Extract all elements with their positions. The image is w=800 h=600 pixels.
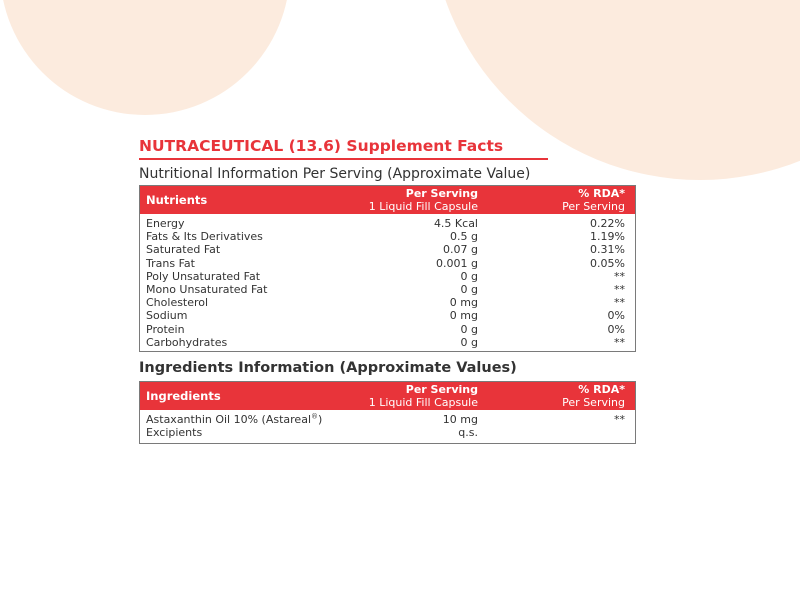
page-title: NUTRACEUTICAL (13.6) Supplement Facts	[139, 137, 548, 160]
nutrient-name: Sodium	[146, 309, 188, 323]
header-rda-unit: Per Serving	[562, 200, 625, 213]
ingredients-table	[139, 381, 636, 444]
nutrient-serving: 0 mg	[449, 309, 478, 323]
nutrient-serving: 0 g	[460, 322, 478, 336]
nutrient-name: Cholesterol	[146, 296, 209, 310]
table-row	[140, 296, 635, 309]
table-row	[140, 270, 635, 283]
header-rda-title: % RDA*	[578, 382, 625, 396]
header-per-serving-unit: 1 Liquid Fill Capsule	[368, 395, 478, 409]
table-row	[140, 283, 635, 296]
table-row	[140, 413, 635, 426]
ingredients-title: Ingredients Information (Approximate Values)	[139, 359, 517, 376]
nutrient-name: Energy	[146, 217, 185, 230]
header-per-serving	[306, 383, 478, 409]
header-per-serving	[306, 187, 478, 213]
nutrient-serving: 0 g	[460, 282, 478, 296]
nutrient-serving: 0.5 g	[450, 230, 478, 244]
nutrient-serving: 0.07 g	[443, 243, 478, 257]
ingredient-rda: **	[614, 412, 625, 426]
ingredient-name: Excipients	[146, 426, 203, 440]
ingredients-table-header	[140, 382, 635, 410]
header-nutrients: Nutrients	[146, 193, 208, 207]
nutrition-table	[139, 185, 636, 352]
nutrient-serving: 0.001 g	[436, 256, 478, 270]
table-row	[140, 426, 635, 439]
header-rda	[478, 187, 625, 213]
registered-mark: ®	[311, 412, 318, 421]
table-row	[140, 309, 635, 322]
nutrient-serving: 0 mg	[449, 296, 478, 310]
nutrient-serving: 0 g	[460, 335, 478, 349]
ingredient-serving: 10 mg	[442, 412, 478, 426]
nutrient-name: Protein	[146, 322, 185, 336]
header-rda	[478, 383, 625, 409]
nutrient-rda: 1.19%	[590, 230, 625, 244]
nutrient-serving: 0 g	[460, 269, 478, 283]
header-per-serving-unit: 1 Liquid Fill Capsule	[368, 200, 478, 213]
header-rda-title: % RDA*	[578, 187, 625, 200]
nutrient-rda: 0.22%	[590, 217, 625, 230]
nutrient-rda: 0.31%	[590, 243, 625, 257]
decorative-circle-left	[0, 0, 290, 115]
nutrition-table-body	[140, 214, 635, 351]
nutrient-rda: 0.05%	[590, 256, 625, 270]
nutrient-name: Fats & Its Derivatives	[146, 230, 263, 244]
nutrient-rda: **	[614, 335, 625, 349]
ingredients-table-body	[140, 410, 635, 443]
nutrition-subtitle: Nutritional Information Per Serving (Approximate Value)	[139, 166, 531, 182]
nutrient-serving: 4.5 Kcal	[433, 217, 478, 230]
nutrient-rda: 0%	[607, 309, 625, 323]
header-per-serving-title: Per Serving	[405, 187, 478, 200]
nutrient-name: Poly Unsaturated Fat	[146, 269, 261, 283]
table-row	[140, 230, 635, 243]
table-row	[140, 217, 635, 230]
nutrient-name: Trans Fat	[146, 256, 195, 270]
nutrient-name: Mono Unsaturated Fat	[146, 282, 268, 296]
header-rda-unit: Per Serving	[562, 395, 625, 409]
nutrient-rda: 0%	[607, 322, 625, 336]
nutrition-table-header	[140, 186, 635, 214]
supplement-facts-sheet	[139, 137, 636, 444]
nutrient-name: Saturated Fat	[146, 243, 221, 257]
table-row	[140, 243, 635, 256]
nutrient-rda: **	[614, 269, 625, 283]
ingredient-name-suffix: )	[318, 412, 323, 426]
table-row	[140, 323, 635, 336]
ingredient-serving: q.s.	[458, 426, 478, 440]
header-per-serving-title: Per Serving	[405, 382, 478, 396]
ingredient-name-text: Astaxanthin Oil 10% (Astareal	[146, 412, 311, 426]
nutrient-name: Carbohydrates	[146, 335, 228, 349]
ingredient-name	[140, 412, 323, 426]
table-row	[140, 336, 635, 349]
nutrient-rda: **	[614, 296, 625, 310]
header-ingredients: Ingredients	[146, 388, 221, 403]
ingredient-rda	[478, 426, 625, 439]
table-row	[140, 257, 635, 270]
nutrient-rda: **	[614, 282, 625, 296]
